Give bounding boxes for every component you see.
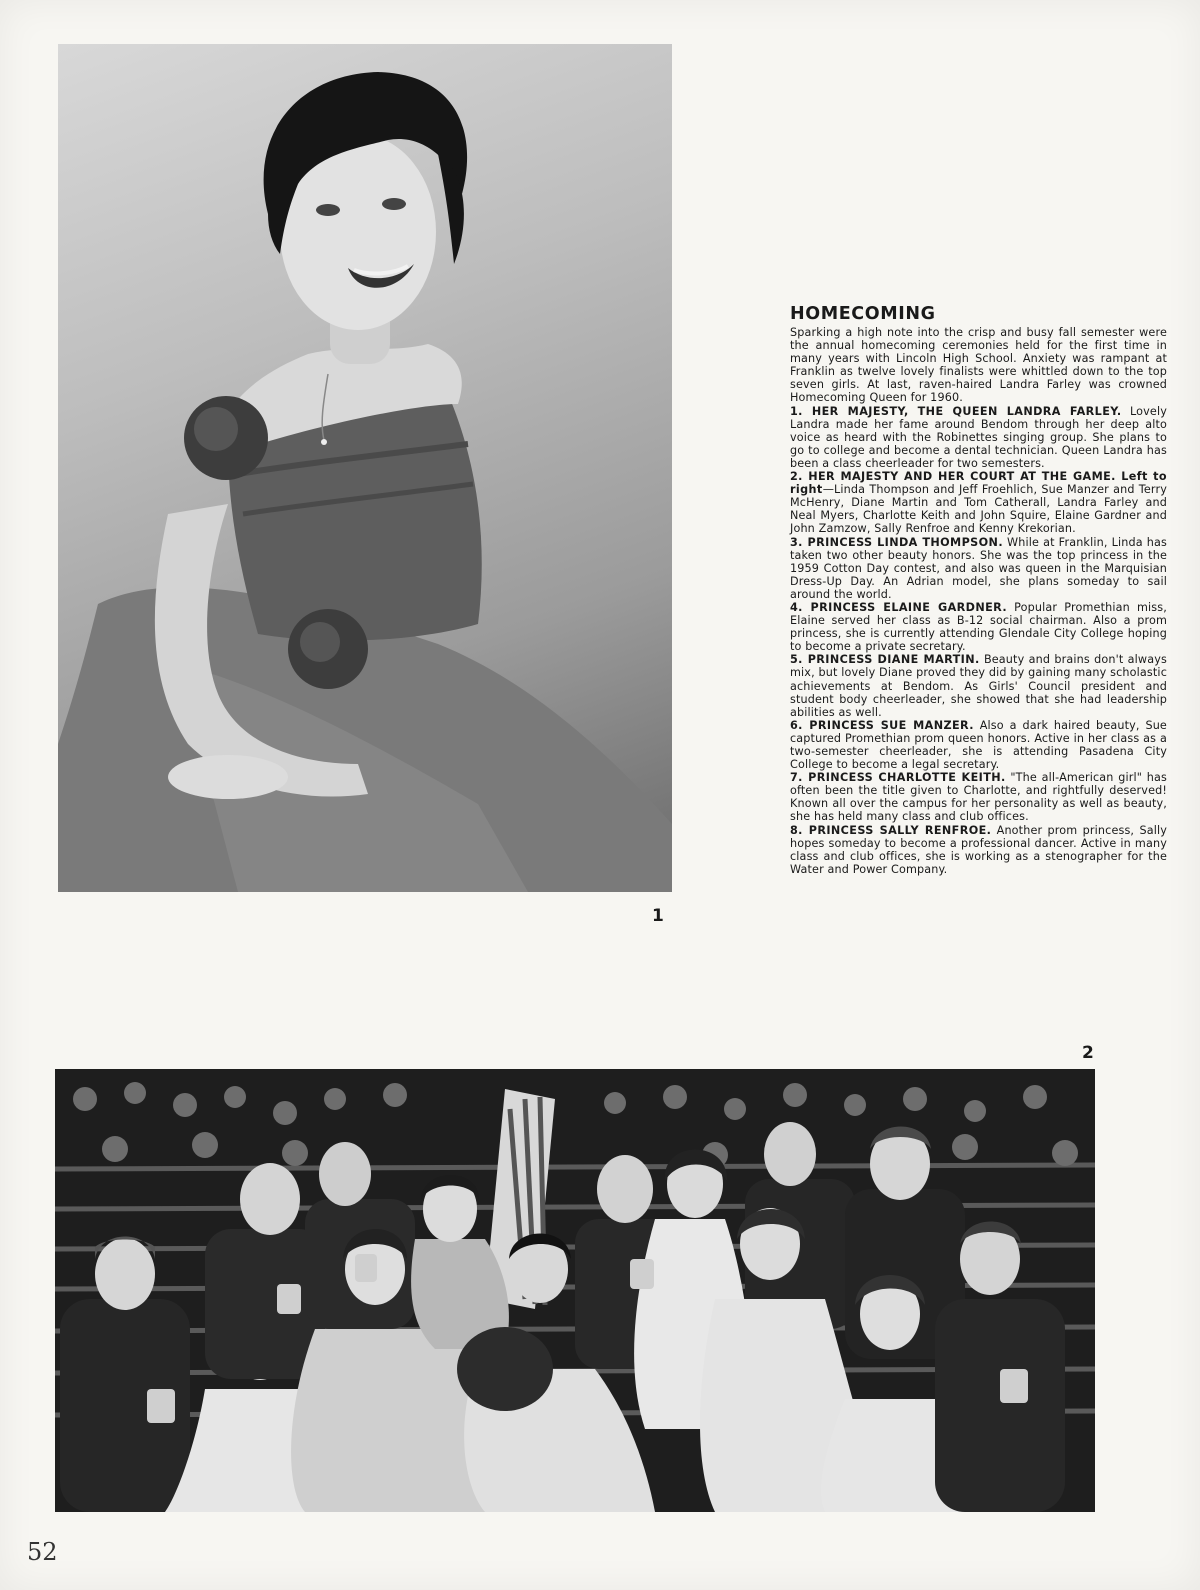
caption-2-text: —Linda Thompson and Jeff Froehlich, Sue Manzer and Terry McHenry, Diane Martin and Tom Catherall, Landra Farley and Neal Myers, Charlotte Keith and John Squire, Elaine Gardner and John Zamzow, Sally Renfroe and Kenny Krekorian. xyxy=(790,483,1167,536)
caption-3-text: While at Franklin, Linda has taken two other beauty honors. She was the top princess in the 1959 Cotton Day contest, and also was queen in the Marquisian Dress-Up Day. An Adrian model, she plans someday to sail around the world. xyxy=(790,535,1167,601)
photo-number-2: 2 xyxy=(1082,1043,1094,1063)
caption-7-text: "The all-American girl" has often been the title given to Charlotte, and rightfully deserved! Known all over the campus for her personality as well as beauty, she has held many class and club offices. xyxy=(790,771,1167,824)
page-number: 52 xyxy=(27,1538,58,1566)
caption-4-text: Popular Promethian miss, Elaine served her class as B-12 social chairman. Also a prom princess, she is currently attending Glendale City College hoping to become a private secretary. xyxy=(790,600,1167,654)
caption-3-head: 3. PRINCESS LINDA THOMPSON. xyxy=(790,535,1003,549)
article-intro: Sparking a high note into the crisp and busy fall semester were the annual homecoming ceremonies held for the first time in many years with Lincoln High School. Anxiety was rampant at Franklin as twelve lovely finalists were whittled down to the top seven girls. At last, raven-haired Landra Farley was crowned Homecoming Queen for 1960. xyxy=(790,326,1167,405)
court-group-photo xyxy=(55,1069,1095,1512)
caption-2-head: 2. HER MAJESTY AND HER COURT AT THE GAME. Left to right xyxy=(790,470,1167,497)
caption-8-text: Another prom princess, Sally hopes someday to become a professional dancer. Active in many class and club offices, she is working as a stenographer for the Water and Power Company. xyxy=(790,823,1167,876)
caption-5-head: 5. PRINCESS DIANE MARTIN. xyxy=(790,653,980,667)
caption-6-text: Also a dark haired beauty, Sue captured Promethian prom queen honors. Active in her class as a two-semester cheerleader, she is attending Pasadena City College to become a legal secretary. xyxy=(790,718,1167,772)
photo-number-1: 1 xyxy=(652,906,664,926)
court-group-illustration xyxy=(55,1069,1095,1512)
queen-portrait-illustration xyxy=(58,44,672,892)
caption-1-head: 1. HER MAJESTY, THE QUEEN LANDRA FARLEY. xyxy=(790,404,1122,418)
homecoming-article xyxy=(790,304,1167,876)
caption-1-text: Lovely Landra made her fame around Bendom through her deep alto voice as heard with the Robinettes singing group. She plans to go to college and become a dental technician. Queen Landra has been a class cheerleader for two semesters. xyxy=(790,404,1167,470)
queen-portrait-photo xyxy=(58,44,672,892)
caption-7-head: 7. PRINCESS CHARLOTTE KEITH. xyxy=(790,771,1006,785)
caption-8-head: 8. PRINCESS SALLY RENFROE. xyxy=(790,823,992,837)
caption-4-head: 4. PRINCESS ELAINE GARDNER. xyxy=(790,600,1008,614)
article-body xyxy=(790,326,1167,876)
article-title: HOMECOMING xyxy=(790,304,936,324)
caption-6-head: 6. PRINCESS SUE MANZER. xyxy=(790,718,974,732)
caption-5-text: Beauty and brains don't always mix, but lovely Diane proved they did by gaining many scholastic achievements at Bendom. As Girls' Council president and student body cheerleader, she showed that she had leadership abilities as well. xyxy=(790,653,1167,719)
